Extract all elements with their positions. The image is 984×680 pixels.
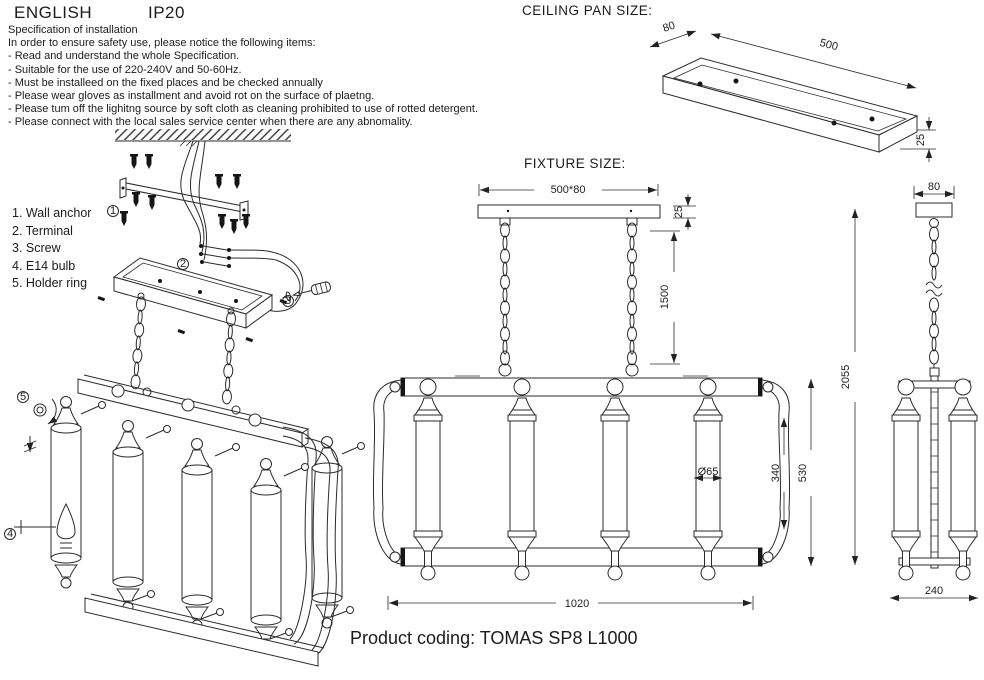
- installation-diagram: [5, 129, 365, 666]
- dim-chain-length: 1500: [659, 284, 671, 310]
- parts-item: 4. E14 bulb: [12, 258, 76, 273]
- spec-item: - Suitable for the use of 220-240V and 50-60Hz.: [8, 63, 242, 76]
- front-chain-right: [626, 223, 638, 376]
- front-chain-left: [499, 223, 511, 376]
- callout-1: 1: [109, 205, 117, 217]
- fixture-side-view: [890, 181, 978, 598]
- install-chandelier: [14, 375, 365, 666]
- dim-pan-width: 80: [661, 19, 677, 35]
- dim-side-width: 240: [924, 585, 944, 597]
- parts-item: 1. Wall anchor: [12, 206, 92, 220]
- callouts: [5, 205, 294, 540]
- dim-front-pan: 500*80: [550, 184, 586, 196]
- wall-anchors: [120, 154, 250, 234]
- callout-5: 5: [19, 391, 27, 403]
- side-chain: [926, 227, 942, 376]
- side-body: [892, 368, 977, 580]
- fixture-size-title: FIXTURE SIZE:: [524, 156, 626, 171]
- ip-rating-label: IP20: [148, 3, 185, 22]
- dim-overall-length: 1020: [564, 598, 590, 610]
- spec-item: - Must be installeed on the fixed places and be checked annually: [8, 76, 323, 89]
- callout-2: 2: [179, 258, 187, 270]
- parts-item: 5. Holder ring: [12, 276, 88, 291]
- install-ceiling-pan: [97, 258, 287, 342]
- fixture-front-view: [373, 184, 855, 610]
- dim-shade-diameter: Ø65: [697, 466, 719, 478]
- spec-item: - Please connect with the local sales service center when there are any abnomality.: [8, 116, 413, 129]
- dim-pan-length: 500: [818, 36, 840, 54]
- language-label: ENGLISH: [14, 3, 93, 22]
- dim-total-height: 2055: [840, 364, 852, 390]
- callout-4: 4: [6, 528, 14, 540]
- dim-body-height: 530: [797, 463, 809, 483]
- ceiling-pan-isometric: [650, 19, 936, 162]
- spec-title: Specification of installation: [8, 24, 138, 36]
- spec-item: - Please tum off the lighitng source by soft cloth as cleaning prohibited to use of rotted detergent.: [8, 103, 479, 116]
- spec-item: - Please wear gloves as installment and avoid rot on the surface of plaetng.: [8, 90, 375, 103]
- dim-pan-height: 25: [915, 133, 927, 147]
- ceiling-pan-size-title: CEILING PAN SIZE:: [522, 3, 653, 18]
- parts-item: 2. Terminal: [12, 223, 73, 238]
- parts-item: 3. Screw: [12, 241, 61, 256]
- dim-front-pan-height: 25: [673, 205, 685, 219]
- dim-shade-height: 340: [770, 463, 782, 483]
- dim-side-pan-width: 80: [927, 181, 941, 193]
- e14-bulb: [57, 504, 75, 548]
- spec-item: - Read and understand the whole Specification.: [8, 50, 240, 63]
- callout-3: 3: [284, 295, 292, 307]
- front-frame: [373, 378, 789, 580]
- product-coding: Product coding: TOMAS SP8 L1000: [350, 628, 638, 648]
- spec-intro: In order to ensure safety use, please notice the following items:: [8, 37, 316, 50]
